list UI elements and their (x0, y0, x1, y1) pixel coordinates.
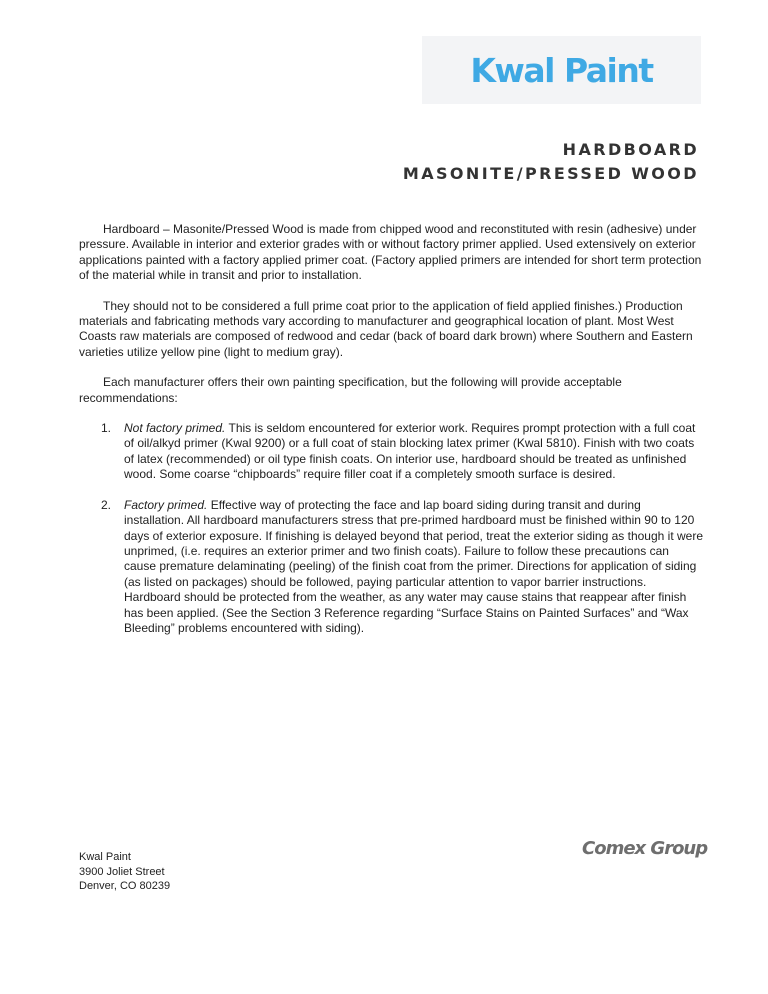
list-number: 2. (101, 497, 112, 512)
kwal-paint-logo (422, 36, 701, 104)
list-item-lead: Factory primed. (124, 497, 208, 512)
list-item-lead: Not factory primed. (124, 421, 226, 436)
comex-group-logo: Comex Group (582, 838, 708, 859)
logo-text: Kwal Paint (470, 50, 653, 90)
list-item (79, 421, 704, 483)
paragraph-intro: Hardboard – Masonite/Pressed Wood is made from chipped wood and reconstituted with resin (adhesive) under pressure. Available in interior and exterior grades with or without factory primer applied. Used extensively on exterior applications painted with a factory applied primer coat. (Factory applied primers are intended for short term protection of the material while in transit and prior to installation. (79, 222, 702, 283)
list-number: 1. (101, 421, 112, 436)
paragraph-materials: They should not to be considered a full prime coat prior to the application of field applied finishes.) Production materials and fabricating methods vary according to manufacturer and geographical location of plant. Most West Coasts raw materials are composed of redwood and cedar (back of board dark brown) where Southern and Eastern varieties utilize yellow pine (light to medium gray). (79, 298, 693, 359)
address-city: Denver, CO 80239 (79, 880, 171, 892)
title-line-1: HARDBOARD (562, 140, 699, 159)
address-street: 3900 Joliet Street (79, 865, 165, 878)
list-item (79, 498, 704, 637)
title-line-2: MASONITE/PRESSED WOOD (402, 164, 699, 183)
address-company: Kwal Paint (79, 851, 131, 863)
list-item-text: This is seldom encountered for exterior work. Requires prompt protection with a full coat of oil/alkyd primer (Kwal 9200) or a full coat of stain blocking latex primer (Kwal 5810). Finish with two coats of latex (recommended) or oil type finish coats. On interior use, hardboard should be treated as unfinished wood. Some coarse “chipboards” require filler coat if a completely smooth surface is desired. (124, 421, 696, 482)
list-item-text: Effective way of protecting the face and lap board siding during transit and during installation. All hardboard manufacturers stress that pre-primed hardboard must be finished within 90 to 120 days of exterior exposure. If finishing is delayed beyond that period, treat the exterior siding as though it were unprimed, (i.e. requires an exterior primer and two finish coats). Failure to follow these precautions can cause premature delaminating (peeling) of the finish coat from the primer. Directions for application of siding (as listed on packages) should be followed, paying particular attention to vapor barrier instructions. Hardboard should be protected from the weather, as any water may cause stains that reappear after finish has been applied. (See the Section 3 Reference regarding “Surface Stains on Painted Surfaces” and “Wax Bleeding” problems encountered with siding). (124, 497, 703, 635)
document-body (79, 222, 704, 651)
paragraph-recommendations: Each manufacturer offers their own painting specification, but the following will provide acceptable recommendations: (79, 375, 622, 405)
page-title (403, 138, 699, 186)
footer-address (79, 850, 170, 894)
recommendation-list (79, 421, 704, 636)
